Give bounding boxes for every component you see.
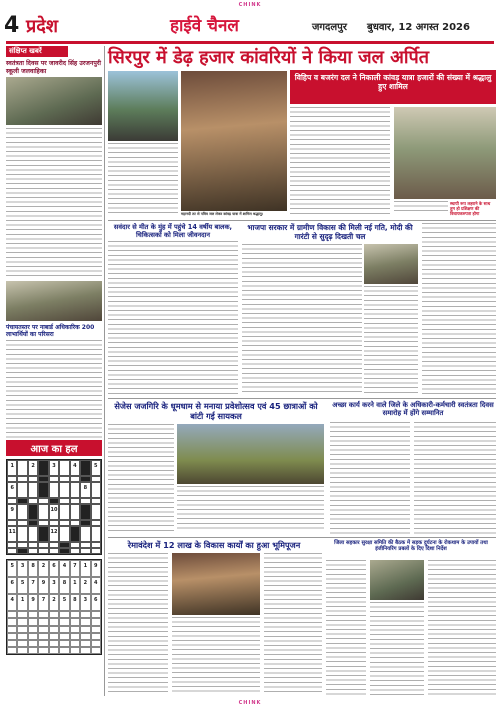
employment-photo: [364, 244, 418, 284]
crossword-cell: [91, 548, 101, 554]
right-box-head: स्थायी रूप लहराने के साथ तुम हो प्रशिक्षण की विधायकरुपता होगा: [450, 201, 491, 216]
sudoku-cell: [49, 633, 59, 640]
sudoku-cell: [38, 618, 48, 625]
sudoku-cell: [38, 647, 48, 654]
bhumipujan-body-2: [172, 617, 260, 695]
edition-date: बुधवार, 12 अगस्त 2026: [367, 22, 470, 33]
crossword-cell: [59, 482, 69, 498]
sudoku-cell: 6: [91, 594, 101, 611]
sudoku-cell: [49, 647, 59, 654]
crossword-cell: [38, 526, 48, 542]
section-title: प्रदेश: [26, 16, 59, 37]
sudoku-cell: [70, 647, 80, 654]
sudoku-cell: 1: [17, 594, 27, 611]
employment-headline: भाजपा सरकार में ग्रामीण विकास की मिली नई गति, मोदी की गारंटी से सुदृढ़ दिखती चल: [247, 223, 413, 241]
crossword-cell: [70, 504, 80, 520]
sudoku-cell: [80, 626, 90, 633]
bhumipujan-headline: रेमावंदेश में 12 लाख के विकास कार्यों का हुआ भूमिपूजन: [127, 540, 301, 550]
sudoku-cell: 4: [59, 560, 69, 577]
sudoku-cell: [17, 611, 27, 618]
crossword-cell: [17, 460, 27, 476]
main-photo-caption: महानदी तट से पवित्र जल लेकर कांवड़ यात्रा में शामिल श्रद्धालु।: [181, 212, 264, 216]
school-headline: सवंदार से मीत के मुंह में पहुंचे 14 वर्षीय बालक, चिकित्सकों को मिला जीवनदान: [113, 223, 233, 239]
road-body-2: [370, 602, 424, 695]
sudoku-cell: [7, 633, 17, 640]
crossword-cell: [91, 482, 101, 498]
paper-name: हाईवे चैनल: [170, 16, 239, 36]
crossword-cell: [38, 460, 48, 476]
right-column-body: [422, 223, 496, 394]
puzzle-title: आज का हल: [6, 440, 102, 456]
sudoku-cell: 9: [38, 577, 48, 594]
crossword-cell: [7, 548, 17, 554]
crossword-cell: [49, 548, 59, 554]
crossword-cell: [80, 526, 90, 542]
sudoku-cell: 8: [70, 594, 80, 611]
crossword-cell: [91, 504, 101, 520]
crossword-cell: [91, 526, 101, 542]
road-body-3: [428, 560, 496, 695]
puzzle-box: [6, 440, 102, 700]
sudoku-cell: [80, 633, 90, 640]
crossword-cell: [28, 548, 38, 554]
sudoku-cell: [7, 640, 17, 647]
main-subhead: विहिप व बजरंग दल ने निकाली कांवड़ यात्रा हजारों की संख्या में श्रद्धालु हुए शामिल: [290, 70, 496, 104]
officials-headline: अच्छा कार्य करने वाले जिले के अधिकारी-कर्मचारी स्वतंत्रता दिवस समारोह में होंगे सम्मानित: [332, 401, 494, 418]
sudoku-cell: [70, 640, 80, 647]
crossword-cell: [28, 504, 38, 520]
main-story-col1: [108, 143, 178, 215]
crossword-cell: [59, 548, 69, 554]
sudoku-cell: 3: [80, 594, 90, 611]
crossword-cell: 5: [91, 460, 101, 476]
panchayat-photo: [6, 281, 102, 321]
sejeng-headline: सेजेस जजगिरि के धूमधाम से मनाया प्रवेशोत्सव एवं 45 छात्राओं को बांटी गई सायकल: [114, 401, 318, 421]
road-photo: [370, 560, 424, 600]
sudoku-cell: 8: [28, 560, 38, 577]
sudoku-cell: [7, 647, 17, 654]
crossword-cell: [80, 504, 90, 520]
crossword-cell: [59, 526, 69, 542]
sudoku-cell: [17, 633, 27, 640]
bottom-watermark: CHINK: [238, 700, 262, 706]
sudoku-cell: 6: [49, 560, 59, 577]
sudoku-cell: [59, 618, 69, 625]
sudoku-cell: 2: [49, 594, 59, 611]
crossword-cell: [38, 504, 48, 520]
sejeng-body-2: [177, 486, 324, 532]
crossword-cell: [17, 482, 27, 498]
sudoku-cell: 2: [38, 560, 48, 577]
sudoku-cell: [49, 618, 59, 625]
sudoku-cell: [17, 626, 27, 633]
sudoku-cell: [91, 626, 101, 633]
sudoku-cell: [28, 633, 38, 640]
officials-body: [330, 422, 410, 534]
crossword-cell: 11: [7, 526, 17, 542]
sudoku-cell: [70, 618, 80, 625]
sudoku-cell: [59, 640, 69, 647]
sudoku-cell: 9: [28, 594, 38, 611]
masthead-rule: [6, 41, 494, 44]
sudoku-cell: [70, 611, 80, 618]
left-column: [6, 46, 102, 438]
sudoku-cell: 2: [80, 577, 90, 594]
edition-city: जगदलपुर: [312, 22, 347, 33]
brief-body: [6, 128, 102, 278]
crossword-cell: 2: [28, 460, 38, 476]
main-photo-center: [181, 71, 287, 211]
bhumipujan-body: [108, 553, 168, 695]
panchayat-head: पंचायतस्तर पर नाबार्ड अधिकारिक 200 लाभार्थियों का परिसरा: [6, 324, 95, 338]
employment-body-2: [364, 286, 418, 394]
employment-body: [242, 244, 362, 394]
sudoku-cell: [59, 611, 69, 618]
row-rule-3: [108, 537, 496, 538]
crossword-cell: 4: [70, 460, 80, 476]
sudoku-cell: [59, 633, 69, 640]
crossword-cell: [28, 526, 38, 542]
sudoku-cell: 4: [7, 594, 17, 611]
sudoku-cell: 7: [70, 560, 80, 577]
main-photo-right: [394, 107, 496, 199]
column-rule: [104, 46, 105, 696]
sudoku-cell: [80, 611, 90, 618]
crossword-cell: [70, 526, 80, 542]
sudoku-cell: [91, 647, 101, 654]
sudoku-cell: 7: [38, 594, 48, 611]
sudoku-cell: [28, 626, 38, 633]
main-story-col2: [290, 107, 390, 215]
sudoku-cell: [7, 626, 17, 633]
sudoku-cell: 7: [28, 577, 38, 594]
row-rule-1: [108, 220, 496, 221]
crossword-cell: 6: [7, 482, 17, 498]
crossword-cell: 12: [49, 526, 59, 542]
crossword-cell: [59, 460, 69, 476]
crossword-cell: [59, 504, 69, 520]
sudoku-cell: [49, 640, 59, 647]
sejeng-body: [108, 424, 174, 532]
top-watermark: CHINK: [238, 2, 262, 8]
sudoku-cell: 5: [17, 577, 27, 594]
sudoku-cell: [91, 633, 101, 640]
main-story-col3: [394, 201, 448, 215]
sudoku-cell: 3: [17, 560, 27, 577]
officials-body-2: [414, 422, 496, 534]
sudoku-cell: [28, 647, 38, 654]
crossword-cell: [17, 504, 27, 520]
main-headline: सिरपुर में डेढ़ हजार कांवरियों ने किया जल अर्पित: [108, 47, 430, 68]
sudoku-cell: 1: [80, 560, 90, 577]
sudoku-cell: [17, 647, 27, 654]
sudoku-cell: [59, 647, 69, 654]
sudoku-cell: [28, 618, 38, 625]
sudoku-cell: 8: [59, 577, 69, 594]
sejeng-photo: [177, 424, 324, 484]
crossword-cell: [38, 482, 48, 498]
sudoku-cell: [91, 611, 101, 618]
road-headline: जिला सहकार सुरक्षा समिति की बैठक में सड़क दुर्घटना के रोकथाम के उपायों तथा इंजीनियरिंग प्रबलों के दिए दिशा निर्देश: [334, 540, 488, 553]
sudoku-cell: [28, 611, 38, 618]
sudoku-cell: 1: [70, 577, 80, 594]
crossword-cell: 9: [7, 504, 17, 520]
sudoku-grid: [6, 559, 102, 655]
sudoku-cell: [59, 626, 69, 633]
school-body: [108, 241, 238, 394]
crossword-cell: [17, 526, 27, 542]
road-body: [326, 560, 366, 695]
sudoku-cell: [91, 640, 101, 647]
sudoku-cell: 5: [7, 560, 17, 577]
sudoku-cell: [70, 633, 80, 640]
page-number: 4: [4, 13, 20, 38]
sudoku-cell: [80, 618, 90, 625]
main-photo-left: [108, 71, 178, 141]
sudoku-cell: [38, 611, 48, 618]
sudoku-cell: [7, 611, 17, 618]
sudoku-cell: [17, 640, 27, 647]
crossword-cell: [49, 482, 59, 498]
brief-title: स्वतंत्रता दिवस पर जावरीद सिंह उरजनपुरी स्कूली जलवाहिका: [6, 60, 101, 75]
bhumipujan-body-3: [264, 553, 322, 695]
sudoku-cell: [80, 647, 90, 654]
crossword-grid: [6, 459, 102, 555]
crossword-cell: 10: [49, 504, 59, 520]
crossword-cell: 1: [7, 460, 17, 476]
sudoku-cell: [38, 640, 48, 647]
sudoku-cell: [38, 626, 48, 633]
sudoku-cell: 5: [59, 594, 69, 611]
sudoku-cell: 4: [91, 577, 101, 594]
sudoku-cell: [49, 626, 59, 633]
sudoku-cell: [91, 618, 101, 625]
sudoku-cell: [38, 633, 48, 640]
crossword-cell: [80, 460, 90, 476]
sudoku-cell: 6: [7, 577, 17, 594]
panchayat-body: [6, 340, 102, 440]
sudoku-cell: 3: [49, 577, 59, 594]
sudoku-cell: [17, 618, 27, 625]
sudoku-cell: [49, 611, 59, 618]
crossword-cell: [70, 548, 80, 554]
crossword-cell: [28, 482, 38, 498]
crossword-cell: [80, 548, 90, 554]
sudoku-cell: [80, 640, 90, 647]
crossword-cell: [38, 548, 48, 554]
crossword-cell: [70, 482, 80, 498]
row-rule-2: [108, 398, 496, 399]
crossword-cell: 3: [49, 460, 59, 476]
masthead: [0, 9, 500, 43]
brief-photo: [6, 77, 102, 125]
sudoku-cell: [7, 618, 17, 625]
crossword-cell: 8: [80, 482, 90, 498]
crossword-cell: [17, 548, 27, 554]
brief-label: संक्षिप्त खबरें: [6, 46, 68, 57]
sudoku-cell: [70, 626, 80, 633]
sudoku-cell: 9: [91, 560, 101, 577]
bhumipujan-photo: [172, 553, 260, 615]
sudoku-cell: [28, 640, 38, 647]
